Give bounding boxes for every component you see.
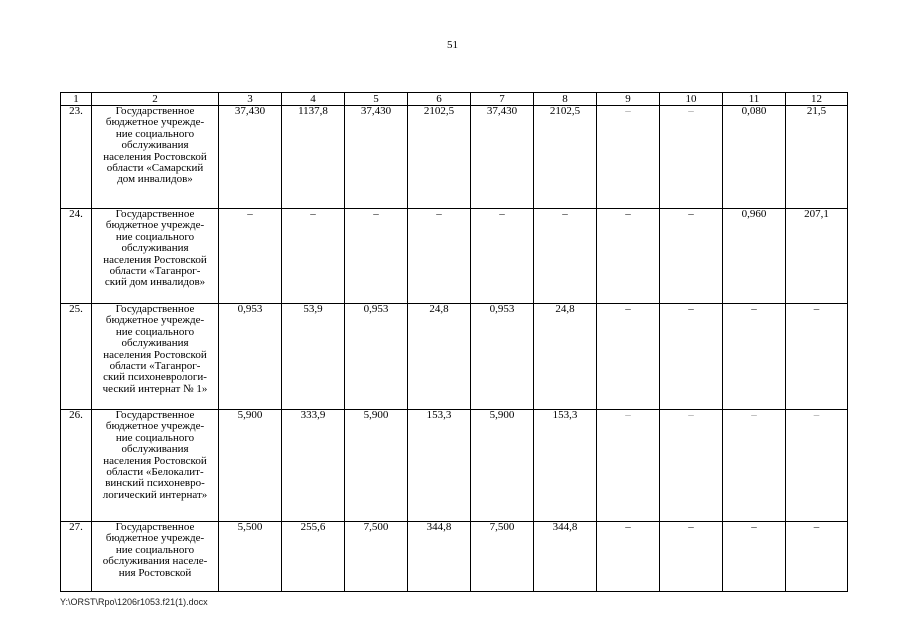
row-number-cell: 25. [61, 304, 92, 410]
column-header-4: 4 [282, 93, 345, 106]
value-cell-col-11: – [723, 522, 786, 592]
value-cell-col-12: – [786, 410, 848, 522]
column-header-3: 3 [219, 93, 282, 106]
column-header-1: 1 [61, 93, 92, 106]
value-cell-col-9: – [597, 304, 660, 410]
value-cell-col-10: – [660, 522, 723, 592]
value-cell-col-11: – [723, 304, 786, 410]
value-cell-col-7: – [471, 209, 534, 304]
value-cell-col-12: – [786, 522, 848, 592]
value-cell-col-5: – [345, 209, 408, 304]
page-number: 51 [447, 39, 458, 51]
column-header-2: 2 [92, 93, 219, 106]
value-cell-col-8: 2102,5 [534, 106, 597, 209]
value-cell-col-7: 5,900 [471, 410, 534, 522]
column-header-7: 7 [471, 93, 534, 106]
table-row [61, 522, 848, 592]
row-number-cell: 27. [61, 522, 92, 592]
value-cell-col-12: 21,5 [786, 106, 848, 209]
institution-name-cell: Государственное бюджетное учрежде- ние социального обслуживания населения Ростовской области «Самарский дом инвалидов» [92, 106, 219, 209]
column-header-11: 11 [723, 93, 786, 106]
value-cell-col-12: 207,1 [786, 209, 848, 304]
value-cell-col-5: 0,953 [345, 304, 408, 410]
value-cell-col-3: 5,500 [219, 522, 282, 592]
value-cell-col-9: – [597, 522, 660, 592]
value-cell-col-6: – [408, 209, 471, 304]
value-cell-col-5: 37,430 [345, 106, 408, 209]
header-row [61, 93, 848, 106]
data-table [60, 92, 848, 592]
value-cell-col-9: – [597, 209, 660, 304]
table-body [61, 106, 848, 592]
value-cell-col-3: 37,430 [219, 106, 282, 209]
value-cell-col-10: – [660, 304, 723, 410]
institution-name-cell: Государственное бюджетное учрежде- ние социального обслуживания населения Ростовской области «Таганрог- ский дом инвалидов» [92, 209, 219, 304]
value-cell-col-8: 344,8 [534, 522, 597, 592]
value-cell-col-12: – [786, 304, 848, 410]
value-cell-col-7: 7,500 [471, 522, 534, 592]
value-cell-col-5: 5,900 [345, 410, 408, 522]
value-cell-col-4: 1137,8 [282, 106, 345, 209]
value-cell-col-7: 0,953 [471, 304, 534, 410]
table-row [61, 410, 848, 522]
value-cell-col-6: 153,3 [408, 410, 471, 522]
value-cell-col-8: 24,8 [534, 304, 597, 410]
row-number-cell: 24. [61, 209, 92, 304]
value-cell-col-10: – [660, 410, 723, 522]
footer-file-path: Y:\ORST\Rpo\1206r1053.f21(1).docx [60, 597, 208, 607]
row-number-cell: 23. [61, 106, 92, 209]
value-cell-col-11: – [723, 410, 786, 522]
table-row [61, 106, 848, 209]
institution-name-cell: Государственное бюджетное учрежде- ние социального обслуживания населения Ростовской области «Белокалит- винский психоневро- логический интернат» [92, 410, 219, 522]
value-cell-col-4: – [282, 209, 345, 304]
column-header-5: 5 [345, 93, 408, 106]
table-row [61, 304, 848, 410]
institution-name-cell: Государственное бюджетное учрежде- ние социального обслуживания населения Ростовской области «Таганрог- ский психоневрологи- ческий интернат № 1» [92, 304, 219, 410]
column-header-12: 12 [786, 93, 848, 106]
value-cell-col-4: 255,6 [282, 522, 345, 592]
column-header-10: 10 [660, 93, 723, 106]
value-cell-col-11: 0,960 [723, 209, 786, 304]
row-number-cell: 26. [61, 410, 92, 522]
column-header-8: 8 [534, 93, 597, 106]
value-cell-col-6: 24,8 [408, 304, 471, 410]
table-row [61, 209, 848, 304]
value-cell-col-8: 153,3 [534, 410, 597, 522]
value-cell-col-8: – [534, 209, 597, 304]
value-cell-col-9: – [597, 106, 660, 209]
column-header-9: 9 [597, 93, 660, 106]
value-cell-col-4: 53,9 [282, 304, 345, 410]
value-cell-col-9: – [597, 410, 660, 522]
value-cell-col-5: 7,500 [345, 522, 408, 592]
value-cell-col-6: 2102,5 [408, 106, 471, 209]
value-cell-col-7: 37,430 [471, 106, 534, 209]
value-cell-col-4: 333,9 [282, 410, 345, 522]
value-cell-col-10: – [660, 209, 723, 304]
value-cell-col-3: 0,953 [219, 304, 282, 410]
institution-name-cell: Государственное бюджетное учрежде- ние социального обслуживания населе- ния Ростовской [92, 522, 219, 592]
value-cell-col-3: – [219, 209, 282, 304]
column-header-6: 6 [408, 93, 471, 106]
value-cell-col-6: 344,8 [408, 522, 471, 592]
value-cell-col-3: 5,900 [219, 410, 282, 522]
value-cell-col-10: – [660, 106, 723, 209]
value-cell-col-11: 0,080 [723, 106, 786, 209]
